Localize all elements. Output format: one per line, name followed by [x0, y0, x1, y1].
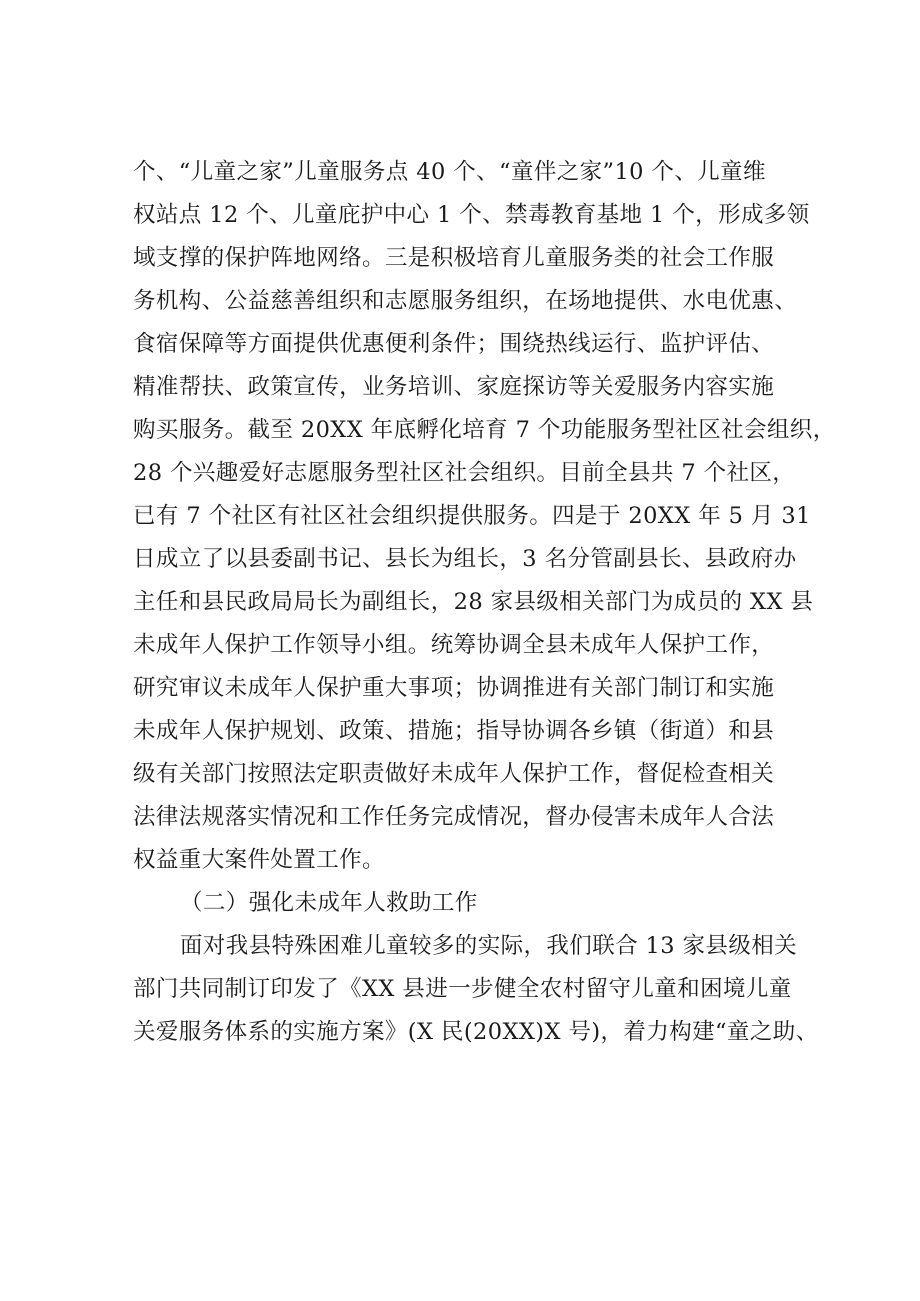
paragraph-line: 关爱服务体系的实施方案》(X 民(20XX)X 号)，着力构建“童之助、	[133, 1019, 819, 1045]
paragraph-line: 级有关部门按照法定职责做好未成年人保护工作，督促检查相关	[133, 761, 775, 787]
paragraph-line: 购买服务。截至 20XX 年底孵化培育 7 个功能服务型社区社会组织，	[133, 417, 836, 443]
paragraph-line: 部门共同制订印发了《XX 县进一步健全农村留守儿童和困境儿童	[133, 976, 792, 1002]
paragraph-line: 主任和县民政局局长为副组长，28 家县级相关部门为成员的 XX 县	[133, 589, 814, 615]
paragraph-line: 已有 7 个社区有社区社会组织提供服务。四是于 20XX 年 5 月 31	[133, 503, 811, 529]
paragraph-line: 务机构、公益慈善组织和志愿服务组织，在场地提供、水电优惠、	[133, 288, 798, 314]
paragraph-line: 精准帮扶、政策宣传，业务培训、家庭探访等关爱服务内容实施	[133, 374, 775, 400]
paragraph-line: 28 个兴趣爱好志愿服务型社区社会组织。目前全县共 7 个社区，	[133, 460, 796, 486]
paragraph-line: 未成年人保护工作领导小组。统筹协调全县未成年人保护工作，	[133, 632, 775, 658]
paragraph-line: 法律法规落实情况和工作任务完成情况，督办侵害未成年人合法	[133, 804, 775, 830]
section-heading: （二）强化未成年人救助工作	[180, 890, 478, 916]
paragraph-line: 食宿保障等方面提供优惠便利条件；围绕热线运行、监护评估、	[133, 331, 775, 357]
paragraph-line: 权站点 12 个、儿童庇护中心 1 个、禁毒教育基地 1 个，形成多领	[133, 202, 810, 228]
paragraph-line: 权益重大案件处置工作。	[133, 847, 385, 873]
paragraph-line: 域支撑的保护阵地网络。三是积极培育儿童服务类的社会工作服	[133, 245, 775, 271]
paragraph-line: 日成立了以县委副书记、县长为组长，3 名分管副县长、县政府办	[133, 546, 797, 572]
paragraph-line: 个、“儿童之家”儿童服务点 40 个、“童伴之家”10 个、儿童维	[133, 159, 766, 185]
paragraph-line: 研究审议未成年人保护重大事项；协调推进有关部门制订和实施	[133, 675, 775, 701]
paragraph-line: 面对我县特殊困难儿童较多的实际，我们联合 13 家县级相关	[180, 933, 798, 959]
paragraph-line: 未成年人保护规划、政策、措施；指导协调各乡镇（街道）和县	[133, 718, 775, 744]
